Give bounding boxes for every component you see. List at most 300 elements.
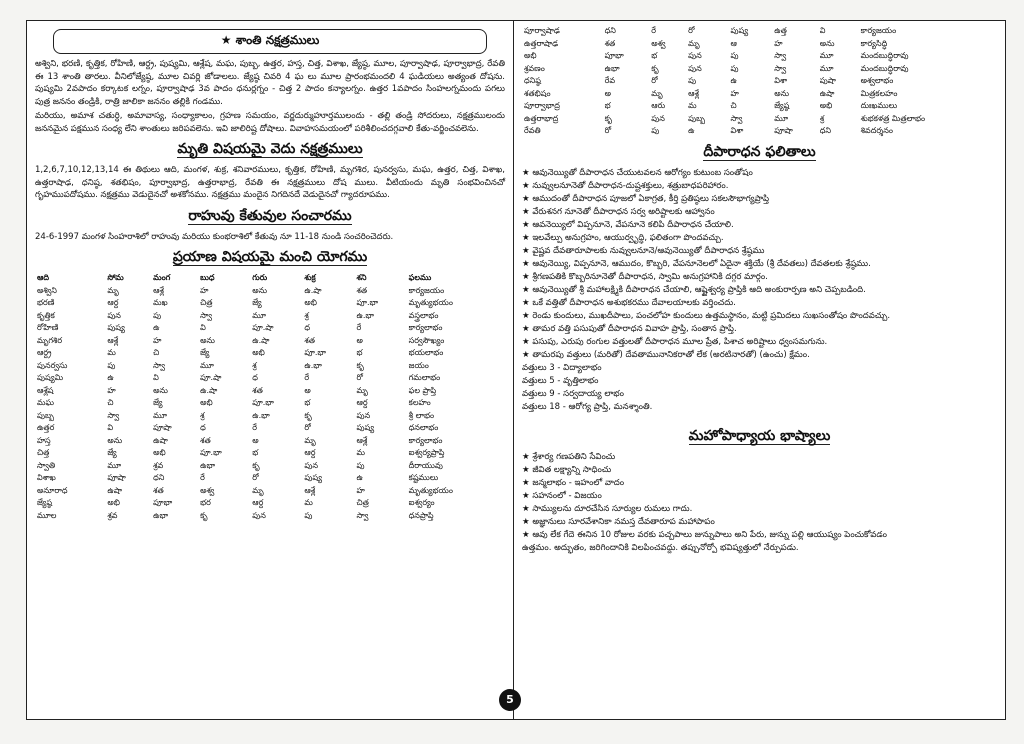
table-cell: పున	[107, 310, 121, 320]
table-cell: మృత్యుభయం	[408, 485, 453, 495]
table-cell: రే	[200, 473, 205, 482]
table-row	[35, 422, 505, 435]
table-cell: మూ	[774, 113, 789, 123]
table-cell: ఉషా	[153, 435, 168, 445]
table-cell: మృ	[356, 385, 368, 395]
table-cell: అనూరాధ	[37, 485, 68, 495]
table-cell: స్వా	[107, 410, 120, 420]
table-cell: చిత్ర	[356, 498, 369, 507]
deepa-list	[522, 167, 997, 362]
table-row	[35, 322, 505, 335]
table-cell: భర	[200, 498, 211, 507]
list-item: ★ రెండు కుందులు, ముఖదీపాలు, పంచలోహ కుందులు ఉత్తమస్థానం, మట్టి ప్రమిదలు సుఖసంతోషం పొందవచ్చు.	[522, 310, 891, 321]
table-cell: ఉషా	[819, 88, 835, 98]
table-cell: మూ	[153, 410, 167, 420]
table-cell: ఉ	[688, 126, 695, 135]
table-cell: ఉభా	[604, 63, 620, 73]
table-cell: పున	[688, 51, 702, 60]
list-item: ★ ఆవు లేక గేదె ఈనిన 10 రోజుల వరకు పచ్చపాలు జున్నుపాలు అని పేరు, జున్ను పల్లి ఆయుష్యం పెంచుకోవడం	[522, 529, 887, 540]
table-cell: వి	[153, 373, 159, 382]
table-cell: ఉభా	[153, 510, 169, 520]
table-header-row	[35, 272, 505, 285]
list-item: ★ వేరుశనగ నూనెతో దీపారాధన సర్వ అరిష్టాలకు ఆహ్వానం	[522, 206, 715, 217]
table-cell: పూషా	[774, 126, 793, 135]
list-item: ★ జీవిత లక్ష్యాన్ని సాధించు	[522, 464, 612, 475]
table-cell: శతభిషం	[524, 88, 551, 98]
table-row	[522, 25, 997, 38]
table-cell: శ్ర	[304, 310, 309, 320]
table-row	[522, 88, 997, 101]
list-item: ★ పసుపు, ఎరుపు రంగుల వత్తులతో దీపారాధన మూల ప్రేత, పిశాచ అరిష్టాలు ధ్వంసమగును.	[522, 336, 828, 347]
table-cell: ఆర్ద	[356, 398, 368, 407]
table-cell: పూ.భా	[200, 448, 222, 457]
table-cell: రే	[304, 373, 310, 382]
table-cell: మ	[107, 348, 116, 357]
table-row	[35, 472, 505, 485]
table-cell: మృ	[688, 38, 700, 48]
table-row	[35, 460, 505, 473]
table-cell: అశ్విని	[37, 285, 57, 295]
table-cell: పూర్వాషాఢ	[524, 26, 560, 35]
table-cell: ఆశ్లే	[153, 285, 164, 295]
table-cell: పు	[688, 76, 697, 85]
table-cell: ఆర్ద	[107, 298, 119, 307]
table-cell: మూ	[107, 460, 122, 470]
table-cell: స్వా	[730, 113, 743, 123]
table-cell: శ్ర	[819, 113, 825, 123]
table-cell: ఐశ్వర్యం	[408, 498, 435, 507]
list-item: ★ ఆముదంతో దీపారాధన పూజలో ఏకాగ్రత, కీర్తి ప్రతిష్ఠలు సకలసౌభాగ్యప్రాప్తి	[522, 193, 770, 204]
table-cell: కార్యలాభం	[408, 323, 443, 332]
table-cell: ధని	[819, 126, 831, 135]
table-cell: పు	[153, 310, 162, 320]
table-cell: ఆశ్లే	[304, 485, 316, 495]
table-cell: జ్యేష్ఠ	[37, 498, 53, 507]
mruti-title: మృతి విషయమై వెదు నక్షత్రములు	[177, 141, 363, 157]
table-cell: మ	[304, 498, 313, 507]
list-item: ★ ఆవనెయ్యిలో విప్పనూనె, వేపనూనె కలిపి దీపారాధన చేయాలి.	[522, 219, 734, 230]
table-header-cell: ఆది	[37, 273, 50, 282]
table-cell: ఉత్తర	[37, 423, 55, 432]
table-cell: ఉ	[153, 323, 160, 332]
table-row	[35, 410, 505, 423]
table-cell: శుభకళత్ర మిత్రలాభం	[860, 113, 925, 123]
table-cell: శత	[356, 285, 368, 295]
table-cell: అభి	[107, 498, 120, 507]
table-cell: భ	[304, 398, 311, 407]
list-item: ★ సహనంలో - విజయం	[522, 490, 602, 501]
table-cell: శ్రవ	[153, 460, 164, 470]
table-cell: పునర్వసు	[37, 360, 68, 370]
table-cell: చి	[730, 101, 737, 110]
table-cell: జ్యే	[107, 448, 117, 457]
table-cell: అభి	[200, 398, 213, 407]
table-cell: ఉ.భా	[252, 410, 270, 420]
deepa-extra-list	[522, 362, 997, 414]
table-cell: చిత్త	[37, 448, 50, 457]
table-cell: ఆశ్లేష	[37, 385, 54, 395]
table-cell: ధ	[304, 323, 311, 332]
deepa-title: దీపారాధన ఫలితాలు	[703, 143, 816, 160]
shanti-para-1: అశ్విని, భరణి, కృత్తిక, రోహిణి, ఆర్ద్ర, పుష్యమి, ఆశ్లేష, మఘ, పుబ్బ, ఉత్తర, హస్త, చిత్త, విశాఖ, జ్యేష్ఠ, మూల, పూర్వాషాఢ, పూర్వాభాద్ర, రేవతి ఈ 13 శాంతి తారలు. వీనిలోజ్యేష్ఠ, మూల చివర్లి జోడాలలు. జ్యేష్ఠ చివరి 4 ఘ లు మూల ప్రారంభమందలి 4 ఘడియలు అత్యంత దోషను. పుష్యమి 2వపాదం కర్కాటక లగ్నం, పూర్వాషాఢ 3వ పాదం ధనుర్లగ్నం - చిత్త 2 పాదం కన్యాలగ్నం. ఉత్తర 1వపాదం సింహలగ్నమందు పగలు పుత్ర జననం తండ్రికి, రాత్రి జాలికా జననం తల్లికి గండము.	[35, 59, 505, 107]
table-cell: ఆశ్లే	[688, 88, 699, 98]
table-cell: స్వా	[774, 51, 787, 60]
table-row	[35, 510, 505, 523]
table-cell: పుబ్బ	[37, 410, 54, 420]
table-cell: ఫల ప్రాప్తి	[408, 385, 437, 395]
table-cell: రే	[651, 26, 656, 35]
shanti-para-2: మరియు, అమాశ చతుర్ధి, అమావాస్య, సంధ్యాకాలం, గ్రహణ సమయం, వర్ణదుర్ముహూర్తములందు - తల్లి తండ్రి సోదరులు, నక్షత్రములందు జననమైన పక్షమున సంధ్య లేని శాంతులు జరిపవలెను. ఇవి జాలిరిష్ట దోషాలు. వివాహసమయంలో పరిశీలించదగ్గవాలి కేతు-వర్జించవలెను.	[35, 111, 505, 134]
left-column	[27, 21, 514, 719]
list-item: ★ తామరపు వత్తులు (మరితో) దేవతామునానికరాతో లేక (అరటినారతో) (ఉంచు) క్షేమం.	[522, 349, 810, 360]
table-cell: అ	[252, 435, 259, 445]
table-cell: పూ.భా	[356, 298, 379, 307]
table-cell: పు	[304, 510, 313, 520]
table-cell: స్వా	[200, 310, 212, 320]
table-cell: పూర్వాభాద్ర	[524, 101, 560, 110]
table-cell: రో	[651, 76, 658, 85]
table-cell: భ	[604, 101, 611, 110]
table-cell: శ్ర	[252, 360, 257, 370]
table-cell: విశాఖ	[37, 473, 56, 482]
table-cell: మూ	[819, 63, 834, 73]
table-cell: మ	[356, 448, 365, 457]
table-row	[35, 297, 505, 310]
table-cell: జ్యే	[252, 298, 262, 307]
table-cell: కష్టములు	[408, 473, 439, 482]
table-cell: మ	[688, 101, 697, 110]
table-cell: అభి	[252, 348, 265, 357]
table-cell: విశా	[774, 76, 787, 85]
table-cell: రో	[604, 126, 612, 135]
table-cell: ఉ	[356, 473, 363, 482]
table-row	[522, 50, 997, 63]
table-cell: హ	[153, 335, 162, 345]
table-cell: పున	[688, 63, 702, 73]
table-cell: ఉ.షా	[252, 335, 270, 345]
list-item: ★ శ్రీగణపతికి కొబ్బరినూనెతో దీపారాధన, స్వామి అనుగ్రహానికి దగ్గర మార్గం.	[522, 271, 768, 282]
table-cell: ఐశ్వర్యప్రాప్తి	[408, 448, 445, 457]
table-cell: దుఃఖములు	[860, 101, 898, 110]
table-row	[35, 310, 505, 323]
table-cell: హ	[730, 88, 739, 98]
table-header-cell: శని	[356, 273, 367, 282]
table-cell: కృ	[651, 63, 659, 73]
table-cell: చిత్ర	[200, 298, 213, 307]
table-cell: అను	[107, 435, 123, 445]
table-cell: శ్రీ లాభం	[408, 410, 435, 420]
table-cell: అ	[356, 335, 363, 345]
table-cell: జ్యే	[153, 398, 163, 407]
table-cell: ఉ.షా	[304, 285, 322, 295]
table-cell: పు	[107, 360, 116, 370]
table-row	[35, 385, 505, 398]
table-header-cell: శుక్ర	[304, 273, 316, 282]
table-cell: చి	[107, 398, 114, 407]
table-row	[522, 63, 997, 76]
table-cell: వి	[819, 26, 826, 35]
table-cell: సర్వసౌఖ్యం	[408, 335, 445, 345]
list-item: వత్తులు 3 - విద్యాలాభం	[522, 362, 602, 373]
table-cell: రేవ	[604, 76, 616, 85]
page-number: 5	[499, 689, 521, 711]
table-cell: మూ	[200, 360, 214, 370]
table-cell: జ్యే	[200, 348, 210, 357]
table-cell: అశ్వ	[200, 485, 215, 495]
table-cell: పు	[651, 126, 660, 135]
table-cell: మృత్యుభయం	[408, 298, 453, 307]
table-cell: పున	[651, 113, 665, 123]
table-row	[35, 397, 505, 410]
table-row	[35, 497, 505, 510]
list-item: వత్తులు 18 - ఆరోగ్య ప్రాప్తి, మనశ్శాంతి.	[522, 401, 653, 412]
table-cell: మిత్రకలహం	[860, 88, 898, 98]
table-cell: ఆశ్లే	[356, 435, 368, 445]
table-cell: శత	[252, 385, 263, 395]
table-cell: కార్యలాభం	[408, 435, 443, 445]
list-item: ★ ఇలవేల్పు అనుగ్రహం, ఆయుర్వృద్ధి, ఫలితంగా పొందవచ్చు.	[522, 232, 724, 243]
mruti-para: 1,2,6,7,10,12,13,14 ఈ తిథులు ఆది, మంగళ, శుక్ర, శనివారములు, కృత్తిక, రోహిణి, మృగశిర, పునర్వసు, మఘ, ఉత్తర, చిత్త, విశాఖ, ఉత్తరాషాఢ, ధనిష్ఠ, శతభిషం, పూర్వాభాద్ర, ఉత్తరాభాద్ర, రేవతి ఈ నక్షత్రములు దోష ములు. వీటియందు మృతి సంభవించినచో గృహముపదోషము. నక్షత్రము వెడుదైనచో అశకోనము. నక్షత్రము మందైన నిగదినదే వెడుదైనచో గ్యాదరూపము.	[35, 165, 505, 200]
table-cell: కృ	[252, 460, 260, 470]
table-cell: కృ	[604, 113, 612, 123]
table-cell: ధనిష్ఠ	[524, 76, 541, 85]
table-row	[35, 447, 505, 460]
table-cell: స్వాతి	[37, 460, 56, 470]
table-cell: పున	[356, 410, 371, 420]
table-cell: ఉ	[730, 76, 737, 85]
table-cell: పూ.షా	[200, 373, 222, 382]
table-cell: ఆ	[730, 38, 737, 48]
table-row	[35, 435, 505, 448]
list-item: ★ తామర వత్తి పసుపుతో దీపారాధన వివాహ ప్రాప్తి, సంతాన ప్రాప్తి.	[522, 323, 737, 334]
table-header-cell: ఫలము	[408, 273, 432, 282]
table-cell: జయం	[408, 360, 429, 370]
document-page	[26, 20, 1006, 720]
table-cell: హ	[200, 285, 209, 295]
table-cell: ఉత్తరాభాద్ర	[524, 113, 559, 123]
table-cell: పూభా	[153, 498, 173, 507]
table-cell: అను	[200, 335, 215, 345]
table-cell: స్వా	[774, 63, 787, 73]
list-item: ★ జన్మలాభం - ఇహంలో వాదం	[522, 477, 625, 488]
table-row	[522, 38, 997, 51]
table-cell: రే	[356, 323, 362, 332]
table-cell: శ్ర	[200, 410, 205, 420]
table-cell: పు	[356, 460, 365, 470]
table-cell: భ	[252, 448, 259, 457]
table-header-cell: గురు	[252, 273, 268, 282]
table-cell: ఆశ్లే	[107, 335, 119, 345]
table-cell: జ్యేష్ఠ	[774, 101, 790, 110]
list-item: వత్తులు 5 - వృత్తిలాభం	[522, 375, 599, 386]
table-cell: శత	[200, 435, 211, 445]
maha-title: మహోపాధ్యాయ భాష్యాలు	[688, 427, 831, 444]
table-cell: రో	[688, 26, 695, 35]
table-cell: శత	[604, 38, 616, 48]
table-cell: కార్యసిద్ధి	[860, 38, 888, 48]
table-cell: శత	[304, 335, 315, 345]
table-cell: దీరాయువు	[408, 460, 443, 470]
table-cell: హ	[107, 385, 116, 395]
table-row	[35, 485, 505, 498]
table-cell: అభి	[819, 101, 833, 110]
table-row	[35, 285, 505, 298]
list-item: ఉత్తమం. అద్భుతం, జరిగిందానికి విలపించవద్దు. తప్పునోర్పో భవిష్యత్తులో నేర్పుపడు.	[522, 542, 799, 553]
table-cell: కలహం	[408, 398, 431, 407]
table-cell: కృ	[356, 360, 364, 370]
table-row	[35, 347, 505, 360]
table-cell: ఉ	[107, 373, 114, 382]
list-item: ★ ఆవునెయ్యి, విప్పనూనె, ఆముదం, కొబ్బరి, వేపనూనెలలో ఏదైనా శక్తియే (శ్రీ దేవతలు) దేవతలకు శ్రేష్ఠము.	[522, 258, 871, 269]
list-item: ★ వైష్ణవ దేవతారూపాలకు నువ్వులనూనె/ఆవునెయ్యితో దీపారాధన శ్రేష్ఠము	[522, 245, 765, 256]
table-cell: ఉత్తరాషాఢ	[524, 38, 559, 48]
table-cell: పుష్య	[304, 473, 322, 482]
table-row	[35, 372, 505, 385]
prayana-title: ప్రయాణ విషయమై మంచి యోగము	[172, 249, 368, 265]
table-header-cell: సోమ	[107, 273, 124, 282]
table-cell: ఉషా	[107, 485, 122, 495]
table-header-cell: బుధ	[200, 273, 215, 282]
table-cell: పూ.షా	[252, 323, 274, 332]
table-cell: హస్త	[37, 435, 51, 445]
table-cell: కృ	[304, 410, 312, 420]
table-cell: రో	[252, 473, 259, 482]
table-cell: విశా	[730, 126, 744, 135]
table-cell: కార్యజయం	[408, 285, 445, 295]
table-cell: భయలాభం	[408, 348, 444, 357]
table-cell: మూ	[252, 310, 267, 320]
table-cell: ఆర్ద్ర	[37, 348, 52, 357]
table-cell: ఉ.భా	[304, 360, 322, 370]
list-item: వత్తులు 9 - సర్వదాయ్య లాభం	[522, 388, 624, 399]
table-cell: అ	[304, 385, 311, 395]
table-cell: హ	[774, 38, 783, 48]
table-cell: ఉభా	[200, 460, 216, 470]
list-item: ★ శ్రేశార్య గణపతిని సేవించు	[522, 451, 616, 462]
list-item: ★ ఆవునెయ్యితో దీపారాధన చేయుటవలన ఆరోగ్యం కుటుంబ సంతోషం	[522, 167, 753, 178]
table-cell: భ	[356, 348, 363, 357]
table-cell: వస్త్రలాభం	[408, 310, 439, 320]
rahu-title: రాహువు కేతువుల సంచారము	[188, 207, 352, 224]
table-cell: పున	[304, 460, 318, 470]
table-cell: రేవతి	[524, 126, 541, 135]
table-cell: రో	[356, 373, 363, 382]
table-cell: పూభా	[604, 51, 624, 60]
table-cell: కార్యజయం	[860, 26, 897, 35]
table-cell: ఉత్త	[774, 26, 787, 35]
table-cell: అశ్వ	[651, 38, 666, 48]
list-item: ★ సామ్యులను దూరచేసిన సూర్యుల రుమలు గాదు.	[522, 503, 693, 514]
table-cell: పూ.భా	[252, 398, 274, 407]
table-cell: మందబుద్ధిరావు	[860, 63, 909, 73]
table-cell: మృగశిర	[37, 335, 63, 345]
table-cell: పుషా	[819, 76, 836, 85]
table-cell: ధని	[153, 473, 165, 482]
table-cell: రే	[252, 423, 257, 432]
table-cell: రో	[304, 423, 311, 432]
table-cell: అభి	[524, 51, 537, 60]
table-cell: పున	[252, 510, 266, 520]
table-cell: పు	[730, 51, 739, 60]
shanti-title: ★ శాంతి నక్షత్రములు	[53, 29, 487, 54]
table-cell: ఆర్ద	[252, 498, 264, 507]
table-cell: భరణి	[37, 298, 55, 307]
list-item: ★ అజ్ఞానులు సూరవేశానికా నమస్త దేవతారూప మహాపాపం	[522, 516, 715, 527]
table-cell: ఉ.షా	[200, 385, 218, 395]
list-item: ★ ఆవునెయ్యితో శ్రీ మహాలక్ష్మికి దీపారాధన చేయాలి, ఆష్టైశ్వర్య ప్రాప్తికి ఆది అంకురార్పణ అని చెప్పబడింది.	[522, 284, 866, 295]
table-cell: శ్రవ	[107, 510, 118, 520]
table-cell: ధనప్రాప్తి	[408, 510, 434, 520]
table-row	[35, 335, 505, 348]
table-cell: పుష్యమి	[37, 373, 64, 382]
table-cell: పు	[730, 63, 739, 73]
table-cell: శ్రవణం	[524, 63, 545, 73]
table-cell: ధ	[200, 423, 206, 432]
table-row	[522, 100, 997, 113]
table-cell: మఘ	[37, 398, 54, 407]
table-cell: ఉ.భా	[356, 310, 375, 320]
right-column	[514, 21, 1005, 719]
table-cell: మఖ	[153, 298, 168, 307]
table-row	[522, 125, 997, 138]
table-cell: పూ.భా	[304, 348, 326, 357]
table-cell: హ	[356, 485, 365, 495]
table-cell: కృ	[200, 510, 208, 520]
table-cell: వి	[200, 323, 206, 332]
table-cell: పుబ్బ	[688, 113, 706, 123]
table-cell: మూల	[37, 510, 57, 520]
table-cell: స్వా	[356, 510, 369, 520]
table-cell: అను	[819, 38, 835, 48]
table-cell: భ	[651, 51, 658, 60]
table-cell: ఆర్ద	[304, 448, 316, 457]
table-cell: మృ	[651, 88, 663, 98]
table-cell: ఆరు	[651, 101, 666, 110]
table-cell: పూషా	[153, 423, 172, 432]
table-cell: గమలాభం	[408, 373, 441, 382]
table-cell: శత	[153, 485, 164, 495]
rahu-para: 24-6-1997 మంగళ సింహరాశిలో రాహువు మరియు కుంభరాశిలో కేతువు నూ 11-18 నుండి సంచరించెదరు.	[35, 231, 394, 242]
right-table	[522, 25, 997, 138]
table-cell: అ	[604, 88, 611, 98]
table-cell: అను	[774, 88, 790, 98]
table-cell: మృ	[304, 435, 316, 445]
table-header-cell: మంగ	[153, 273, 171, 282]
table-cell: ధనలాభం	[408, 423, 439, 432]
table-cell: మూ	[819, 51, 834, 60]
table-cell: కృత్తిక	[37, 310, 55, 320]
table-cell: రోహిణి	[37, 323, 59, 332]
table-cell: మృ	[252, 485, 264, 495]
table-cell: ధ	[252, 373, 258, 382]
list-item: ★ ఒకే వత్తితో దీపారాధన అశుభకరము దేవాలయాలకు వర్తించదు.	[522, 297, 736, 308]
table-cell: పుష్య	[356, 423, 375, 432]
table-row	[522, 113, 997, 126]
table-cell: శివదర్శనం	[860, 126, 893, 135]
table-cell: మృ	[107, 285, 119, 295]
table-cell: మందబుద్ధిరావు	[860, 51, 909, 60]
table-cell: అను	[153, 385, 168, 395]
list-item: ★ నువ్వులనూనెతో దీపారాధన-దుష్టశక్తులు, శత్రుబాధపరిహారం.	[522, 180, 729, 191]
table-cell: వి	[107, 423, 114, 432]
table-cell: అను	[252, 285, 268, 295]
table-cell: అభి	[304, 298, 317, 307]
table-cell: అభి	[153, 448, 166, 457]
table-cell: చి	[153, 348, 160, 357]
table-cell: అశ్వలాభం	[860, 76, 894, 85]
table-cell: ధని	[604, 26, 616, 35]
table-cell: పూషా	[107, 473, 126, 482]
